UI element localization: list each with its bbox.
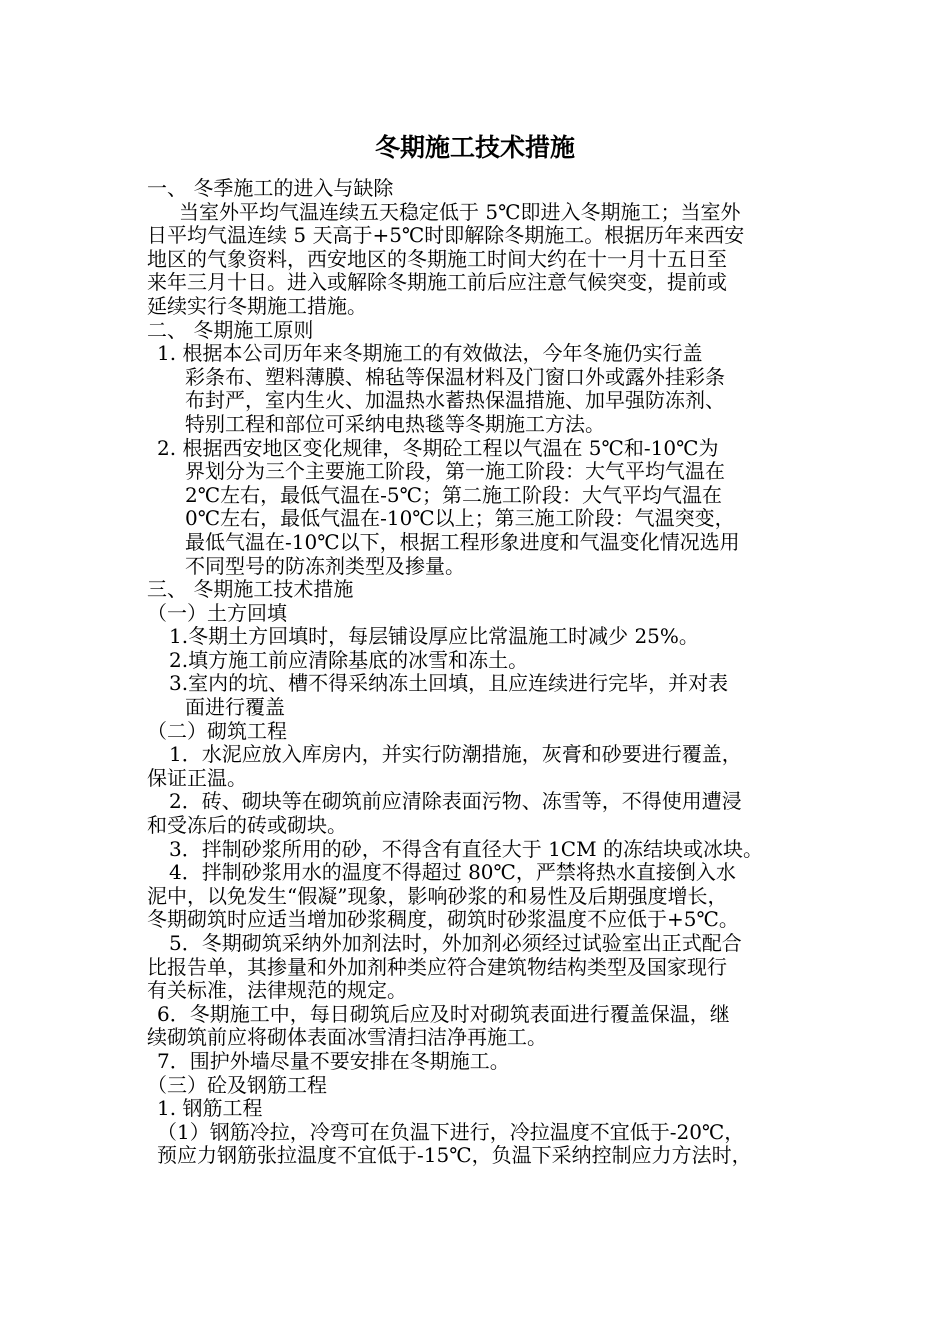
list-item-line: 不同型号的防冻剂类型及掺量。 (185, 553, 465, 578)
paragraph-line: 当室外平均气温连续五天稳定低于 5℃即进入冬期施工；当室外 (179, 199, 741, 224)
list-item-line: 1. 根据本公司历年来冬期施工的有效做法，今年冬施仍实行盖 (157, 341, 703, 366)
section-heading: 二、 冬期施工原则 (147, 317, 314, 342)
list-item-line: 最低气温在-10℃以下，根据工程形象进度和气温变化情况选用 (185, 529, 740, 554)
list-item-line: 0℃左右，最低气温在-10℃以上；第三施工阶段：气温突变， (185, 506, 735, 531)
list-item-line: 特别工程和部位可采纳电热毯等冬期施工方法。 (185, 411, 605, 436)
list-item-line: 3.室内的坑、槽不得采纳冻土回填，且应连续进行完毕，并对表 (169, 671, 729, 696)
document-body (147, 177, 813, 1168)
list-item-line: （1）钢筋冷拉，冷弯可在负温下进行，冷拉温度不宜低于-20℃， (157, 1119, 745, 1144)
list-item-line: 泥中，以免发生“假凝”现象，影响砂浆的和易性及后期强度增长， (147, 883, 728, 908)
list-item-line: 7．围护外墙尽量不要安排在冬期施工。 (157, 1048, 510, 1073)
list-item-line: 预应力钢筋张拉温度不宜低于-15℃，负温下采纳控制应力方法时， (157, 1143, 752, 1168)
paragraph-line: 来年三月十日。进入或解除冬期施工前后应注意气候突变，提前或 (147, 270, 727, 295)
subsection-heading: （三）砼及钢筋工程 (147, 1072, 327, 1097)
list-item-line: 比报告单，其掺量和外加剂种类应符合建筑物结构类型及国家现行 (147, 954, 727, 979)
list-item-line: 2. 根据西安地区变化规律，冬期砼工程以气温在 5℃和-10℃为 (157, 435, 719, 460)
list-item-line: 保证正温。 (147, 765, 247, 790)
list-item-line: 2．砖、砌块等在砌筑前应清除表面污物、冻雪等，不得使用遭浸 (169, 789, 742, 814)
list-item-line: 2℃左右，最低气温在-5℃；第二施工阶段：大气平均气温在 (185, 482, 722, 507)
list-item-line: 布封严，室内生火、加温热水蓄热保温措施、加早强防冻剂、 (185, 388, 725, 413)
list-item-line: 2.填方施工前应清除基底的冰雪和冻土。 (169, 647, 529, 672)
section-heading: 三、 冬期施工技术措施 (147, 577, 354, 602)
section-heading: 一、 冬季施工的进入与缺除 (147, 176, 394, 200)
list-item-line: 面进行覆盖 (185, 695, 285, 720)
list-item-line: 1.冬期土方回填时，每层铺设厚应比常温施工时减少 25%。 (169, 624, 699, 649)
list-item-line: 彩条布、塑料薄膜、棉毡等保温材料及门窗口外或露外挂彩条 (185, 364, 725, 389)
paragraph-line: 地区的气象资料，西安地区的冬期施工时间大约在十一月十五日至 (147, 246, 727, 271)
list-item-line: 5．冬期砌筑采纳外加剂法时，外加剂必须经过试验室出正式配合 (169, 931, 742, 955)
list-item-line: 和受冻后的砖或砌块。 (147, 813, 347, 838)
list-item-line: 3．拌制砂浆所用的砂，不得含有直径大于 1CM 的冻结块或冰块。 (169, 836, 763, 861)
document-title: 冬期施工技术措施 (374, 133, 575, 162)
list-item-line: 界划分为三个主要施工阶段，第一施工阶段：大气平均气温在 (185, 459, 725, 484)
paragraph-line: 延续实行冬期施工措施。 (147, 293, 367, 318)
list-item-line: 冬期砌筑时应适当增加砂浆稠度，砌筑时砂浆温度不应低于+5℃。 (147, 907, 739, 932)
list-item-line: 1．水泥应放入库房内，并实行防潮措施，灰膏和砂要进行覆盖， (169, 742, 742, 767)
list-item-line: 4．拌制砂浆用水的温度不得超过 80℃，严禁将热水直接倒入水 (169, 860, 736, 885)
subsection-heading: （二）砌筑工程 (147, 718, 287, 743)
list-item-line: 有关标准，法律规范的规定。 (147, 978, 407, 1003)
subsection-heading: （一）土方回填 (147, 600, 287, 625)
paragraph-line: 日平均气温连续 5 天高于+5℃时即解除冬期施工。根据历年来西安 (147, 223, 745, 248)
list-item-line: 续砌筑前应将砌体表面冰雪清扫洁净再施工。 (147, 1025, 547, 1050)
list-item-line: 6．冬期施工中，每日砌筑后应及时对砌筑表面进行覆盖保温，继 (157, 1001, 730, 1026)
list-item-line: 1. 钢筋工程 (157, 1096, 263, 1121)
